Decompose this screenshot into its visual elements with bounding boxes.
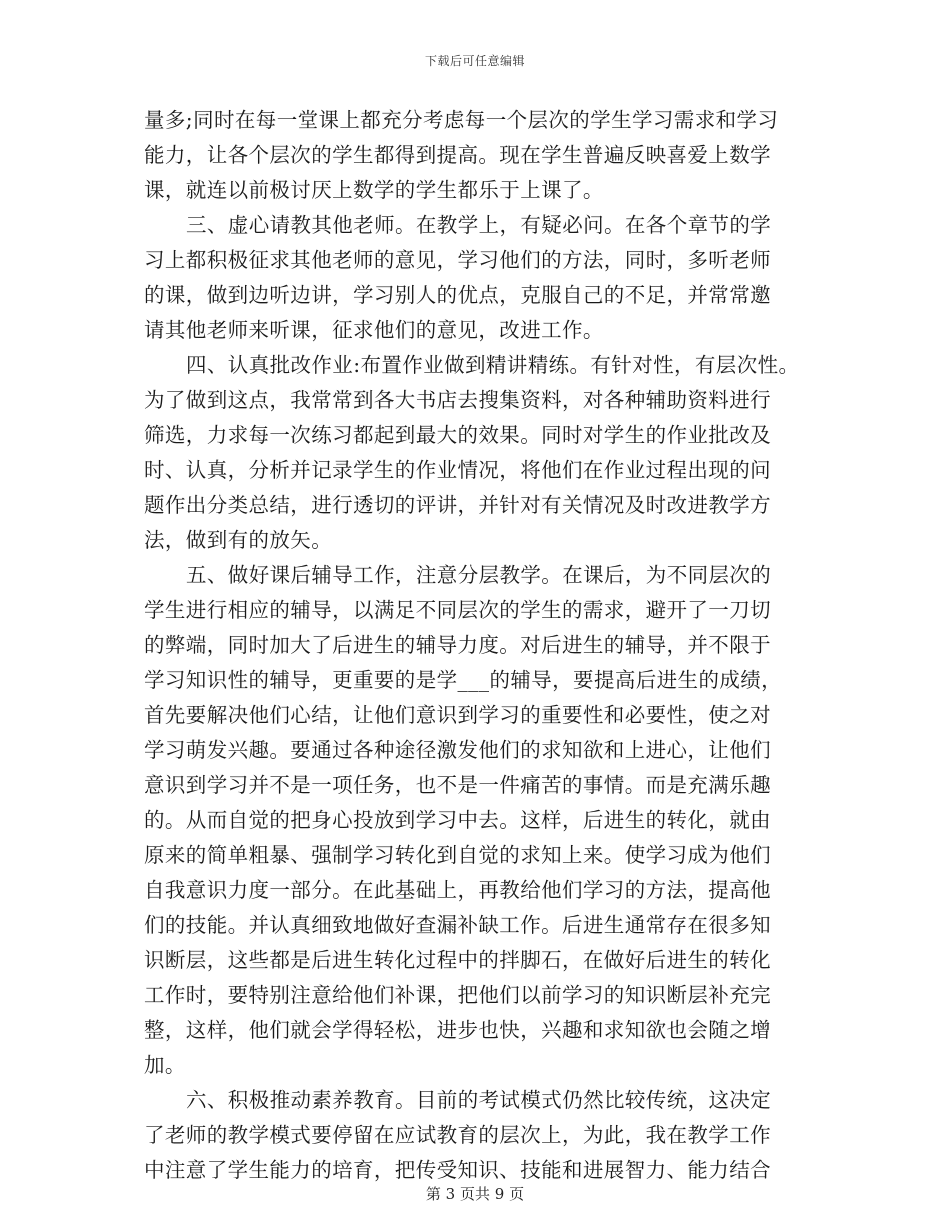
text-line: 的课，做到边听边讲，学习别人的优点，克服自己的不足，并常常邀 — [144, 283, 771, 307]
text-line: 工作时，要特别注意给他们补课，把他们以前学习的知识断层补充完 — [144, 983, 771, 1007]
text-line: 筛选，力求每一次练习都起到最大的效果。同时对学生的作业批改及 — [144, 423, 771, 447]
text-line: 们的技能。并认真细致地做好查漏补缺工作。后进生通常存在很多知 — [144, 913, 771, 937]
text-line: 中注意了学生能力的培育，把传受知识、技能和进展智力、能力结合 — [144, 1158, 771, 1182]
text-line: 的。从而自觉的把身心投放到学习中去。这样，后进生的转化，就由 — [144, 808, 771, 832]
text-line: 五、做好课后辅导工作，注意分层教学。在课后，为不同层次的 — [186, 563, 772, 587]
text-line: 识断层，这些都是后进生转化过程中的拌脚石，在做好后进生的转化 — [144, 948, 771, 972]
text-line: 法，做到有的放矢。 — [144, 528, 333, 552]
text-line: 的弊端，同时加大了后进生的辅导力度。对后进生的辅导，并不限于 — [144, 633, 771, 657]
text-line: 加。 — [144, 1053, 186, 1077]
text-line: 题作出分类总结，进行透切的评讲，并针对有关情况及时改进教学方 — [144, 493, 771, 517]
page-header: 下载后可任意编辑 — [424, 54, 525, 68]
text-line: 学习萌发兴趣。要通过各种途径激发他们的求知欲和上进心，让他们 — [144, 738, 771, 762]
text-line: 原来的简单粗暴、强制学习转化到自觉的求知上来。使学习成为他们 — [144, 843, 771, 867]
text-line: 四、认真批改作业:布置作业做到精讲精练。有针对性，有层次性。 — [186, 353, 800, 377]
text-line: 三、虚心请教其他老师。在教学上，有疑必问。在各个章节的学 — [186, 213, 772, 237]
text-line: 六、积极推动素养教育。目前的考试模式仍然比较传统，这决定 — [186, 1088, 772, 1112]
text-line: 学生进行相应的辅导，以满足不同层次的学生的需求，避开了一刀切 — [144, 598, 771, 622]
text-line: 时、认真，分析并记录学生的作业情况，将他们在作业过程出现的问 — [144, 458, 771, 482]
page-footer: 第 3 页共 9 页 — [425, 1185, 525, 1203]
text-line: 自我意识力度一部分。在此基础上，再教给他们学习的方法，提高他 — [144, 878, 771, 902]
text-line: 课，就连以前极讨厌上数学的学生都乐于上课了。 — [144, 178, 604, 202]
text-line: 习上都积极征求其他老师的意见，学习他们的方法，同时，多听老师 — [144, 248, 771, 272]
text-line: 整，这样，他们就会学得轻松，进步也快，兴趣和求知欲也会随之增 — [144, 1018, 771, 1042]
text-line: 为了做到这点，我常常到各大书店去搜集资料，对各种辅助资料进行 — [144, 388, 771, 412]
text-line: 了老师的教学模式要停留在应试教育的层次上，为此，我在教学工作 — [144, 1123, 771, 1147]
document-body — [144, 103, 806, 1188]
text-line: 首先要解决他们心结，让他们意识到学习的重要性和必要性，使之对 — [144, 703, 771, 727]
text-line: 量多;同时在每一堂课上都充分考虑每一个层次的学生学习需求和学习 — [144, 108, 779, 132]
text-line: 意识到学习并不是一项任务，也不是一件痛苦的事情。而是充满乐趣 — [144, 773, 771, 797]
text-line: 学习知识性的辅导，更重要的是学___的辅导，要提高后进生的成绩， — [144, 668, 783, 692]
text-line: 请其他老师来听课，征求他们的意见，改进工作。 — [144, 318, 604, 342]
text-line: 能力，让各个层次的学生都得到提高。现在学生普遍反映喜爱上数学 — [144, 143, 771, 167]
